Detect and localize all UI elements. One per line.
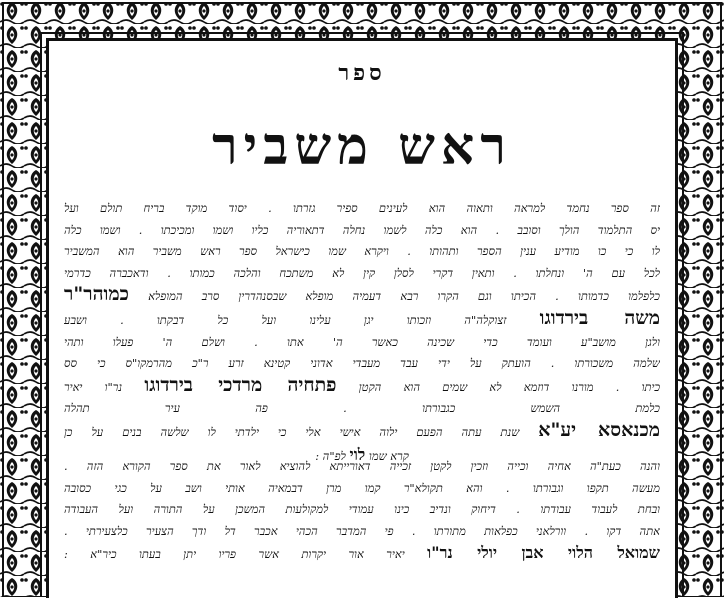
book-title: ראש משביר	[212, 116, 512, 177]
text-line: זה ספר נחמד למראה ותאוה הוא לעינים ספיר גזרתו . יסוד מוקד בריח תולם ועל	[64, 201, 660, 215]
text-segment: קרא שמו	[368, 448, 409, 463]
text-line	[64, 284, 660, 308]
text-line: לו כי כו מודיע ענין הספר ותהותו . ויקרא שמו כישראל ספר ראש משביר הוא המשביר	[64, 244, 660, 259]
text-segment: כיתו . מורנו דוזמא לא שמים הוא הקטן	[358, 379, 660, 394]
text-line: מעשה תקפו וגבורתו . והא תקולא"ר קמו מרן דבמאיה אותי ושב על כגי כסובה	[64, 480, 660, 495]
year-word: לוי	[349, 444, 366, 464]
text-line	[64, 375, 660, 399]
text-line	[64, 542, 660, 566]
author-name: משה בירדוגו	[539, 307, 660, 329]
text-segment: כלפלמו כדמותו . הכיתו וגם הקרו רבא דעמיה מופלא שבסנהדרין סרב המופלא	[148, 289, 660, 304]
text-segment: שנת עתה הפעם ילוה אישי אלי כי ילדתי לו שלשה בנים על כן	[64, 424, 520, 439]
text-line	[64, 308, 660, 332]
text-line: ובחת לעבוד עבודתו . דיחוק ונדיב כינו עמודי למקולעות המשכן על התורה ועל העבודה	[64, 502, 660, 517]
text-line: שלמה משכורתו . הועתק על ידי עבד מעבדי אדוני קטינא זרע ר"כ מהרמקו"ס כי סס	[64, 356, 660, 371]
text-line: יס התלמוד הולך וסובב . הוא כלה לשמו נחלה דתאוריה כליו ושמו ומכיכתו . ושמו כלה	[64, 222, 660, 237]
publisher-name: פתחיה מרדכי בירדוגו	[144, 374, 337, 396]
honorific: כמוהר"ר	[64, 284, 129, 306]
approbation-text	[64, 198, 660, 467]
text-line: אתה דקו . וורלאני כפלאות מתורתו . פי המדבר הכהי אכבר דל ודך הצעיר כלצעירתי .	[64, 523, 660, 538]
text-line: כלמת השמש כגבורתו . פה עיר תהלה	[64, 401, 660, 416]
text-segment: זצוקלה"ה וזכותו יגן עלינו ועל כל דבקתו . ושבע	[64, 312, 507, 327]
text-line: והנה כעת"ה אחיה וכייה וזכין לקטן זכייה דאורייתא להוציא לאור את ספר הקורא הזה .	[64, 459, 660, 473]
text-line: לכל עם ה' ונחלתו . ותאין דקרי לסלן קין לא משתכח והלכה כמותו . ודאכברה כדרמי	[64, 265, 660, 280]
book-label: ספר	[338, 60, 386, 86]
editor-note	[64, 456, 660, 566]
text-line	[64, 420, 660, 444]
text-segment: יאיר אור יקרות אשר פריו יתן בעתו כיר"א :	[64, 547, 405, 562]
text-line: ולגן מושב"ע ועומד כדי שכינה כאשר ה' אתו . ושלם ה' פעלו ותהי	[64, 334, 660, 349]
text-segment: נר"ו יאיר	[64, 379, 123, 394]
text-segment: לפ"ה :	[315, 448, 346, 463]
signature-name: שמואל הלוי אבן יולי נר"ו	[427, 543, 660, 563]
city-name: מכנאסא יע"א	[538, 419, 660, 441]
